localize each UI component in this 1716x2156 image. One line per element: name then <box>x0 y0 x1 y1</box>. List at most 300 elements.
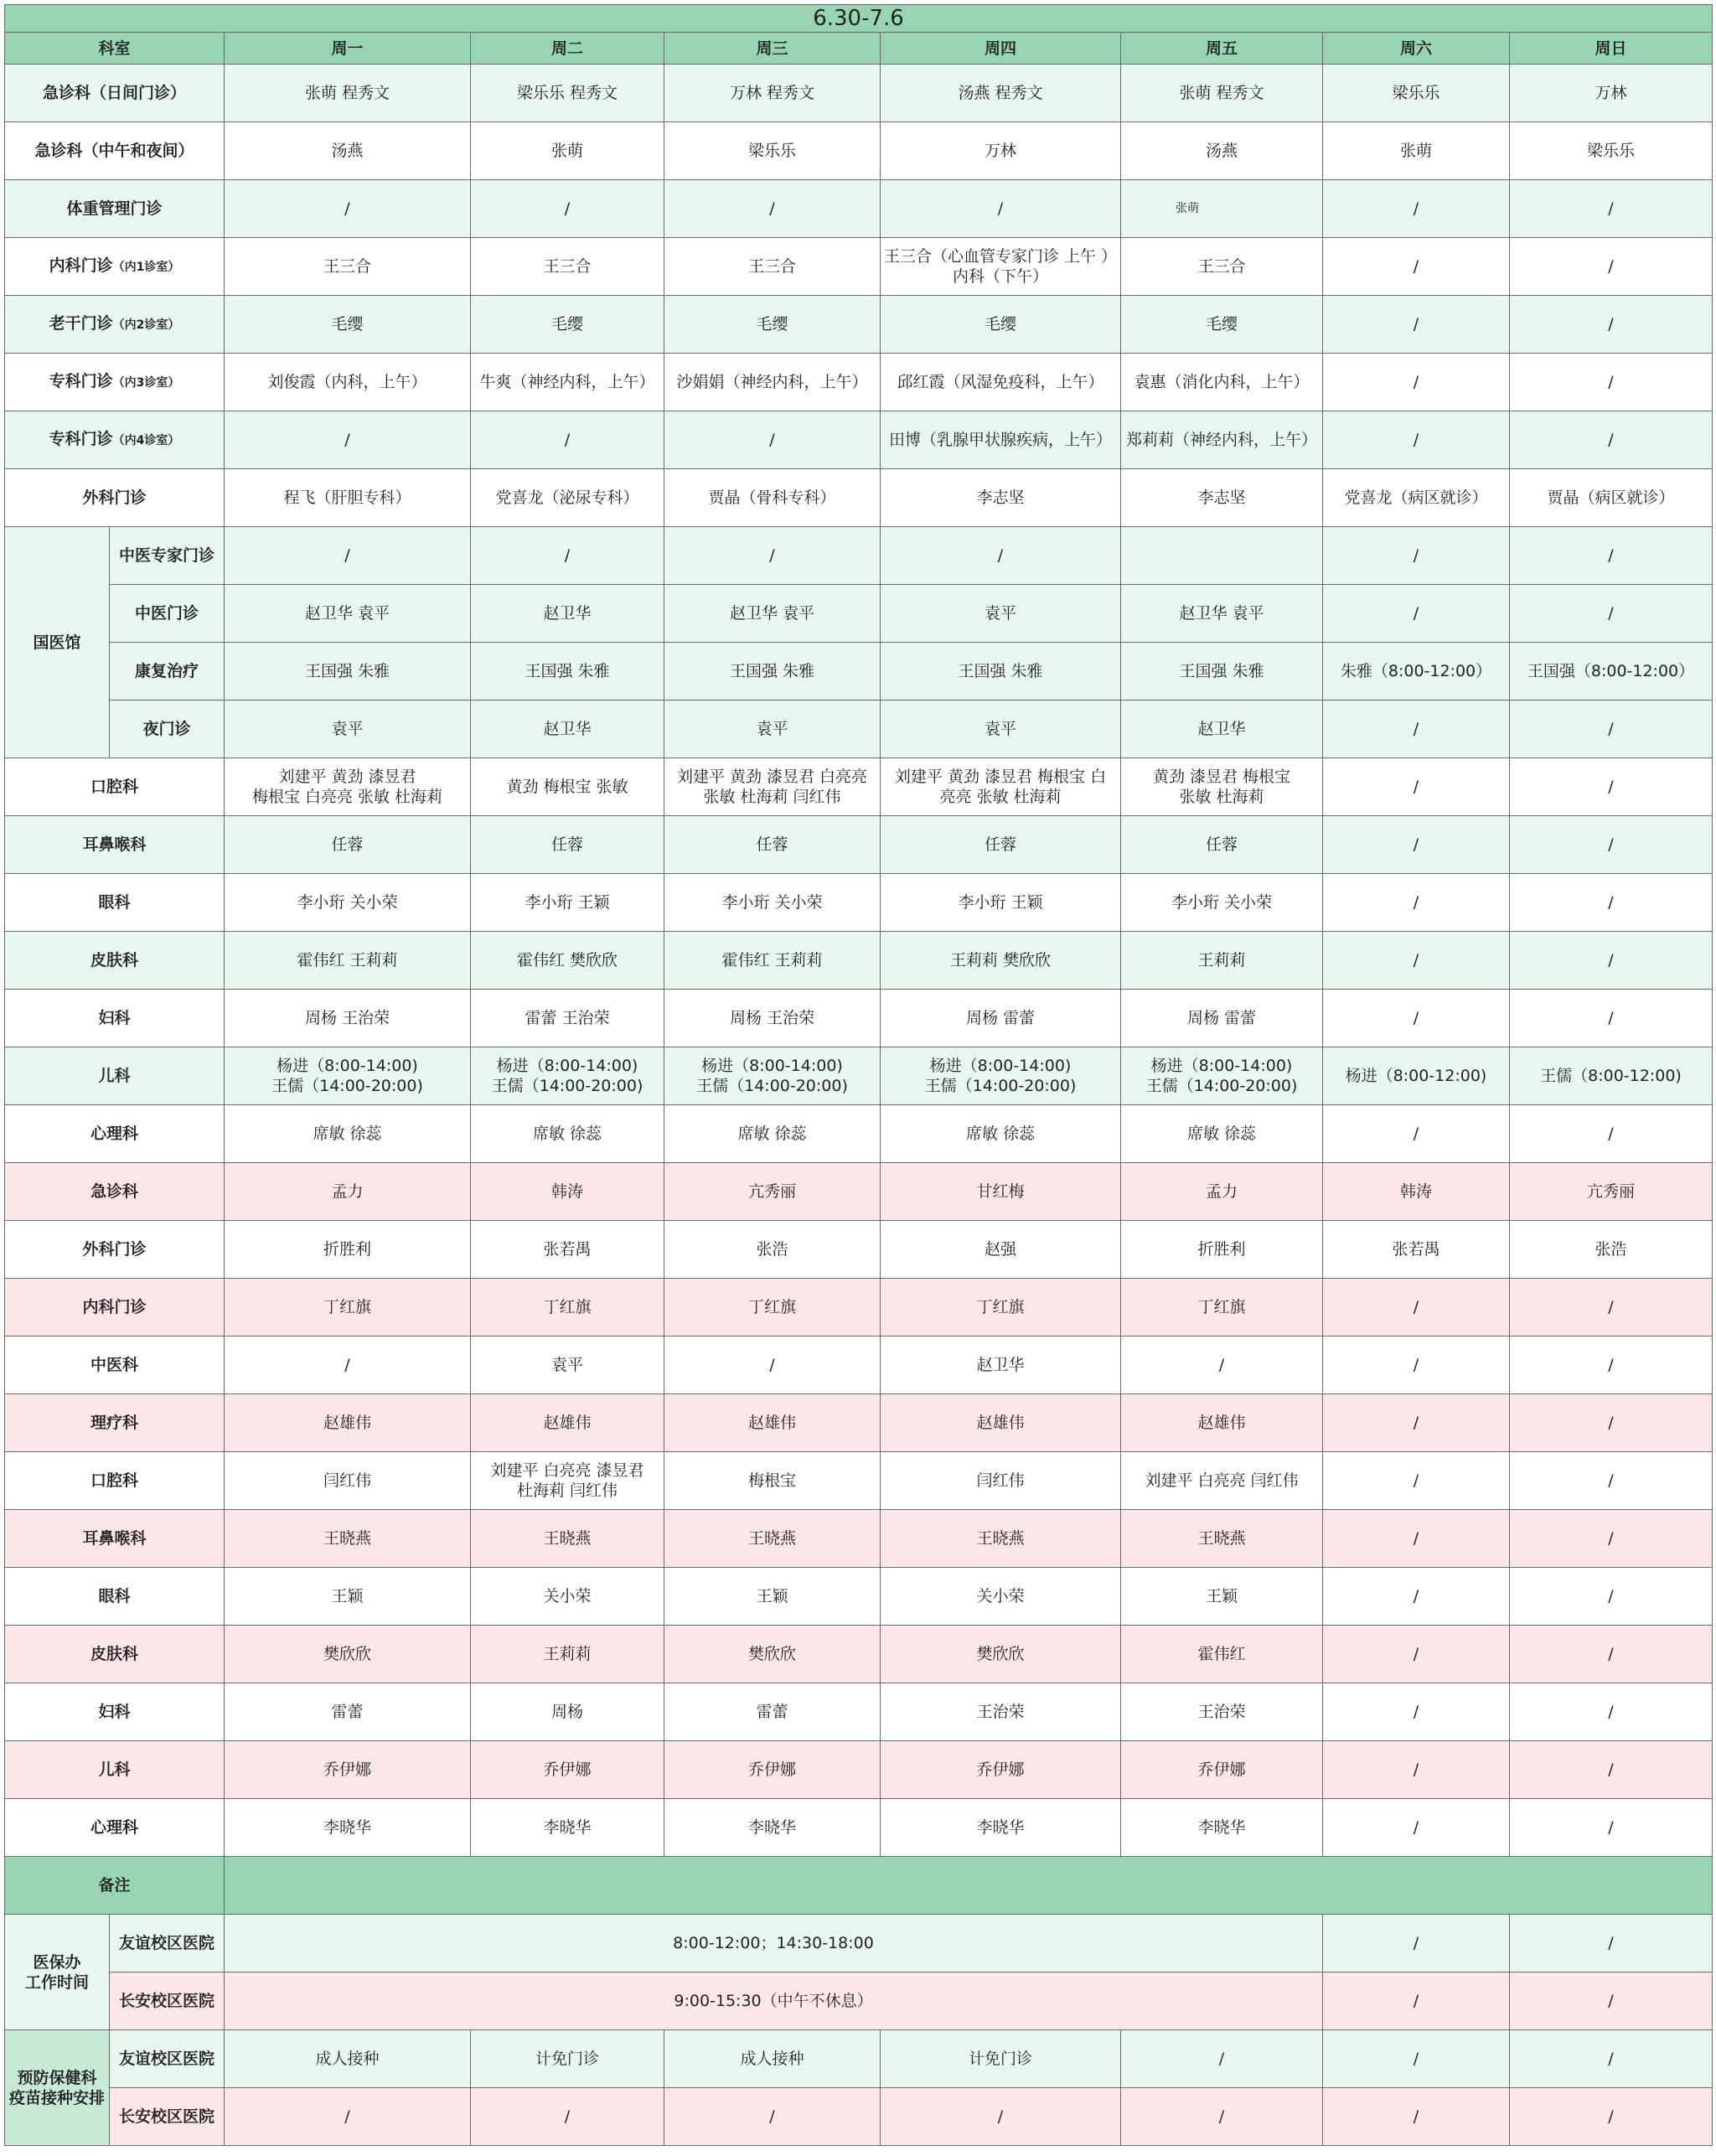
header-cell: 周二 <box>471 33 664 65</box>
dept-cell <box>5 816 225 874</box>
schedule-cell: 计免门诊 <box>881 2030 1121 2088</box>
schedule-cell: 田博（乳腺甲状腺疾病，上午） <box>881 411 1121 469</box>
schedule-cell: / <box>1510 1394 1713 1452</box>
table-row <box>5 758 1713 816</box>
schedule-cell: / <box>471 180 664 238</box>
schedule-cell: 成人接种 <box>225 2030 471 2088</box>
dept-cell <box>5 238 225 296</box>
schedule-cell: 乔伊娜 <box>1121 1741 1323 1799</box>
table-row <box>5 1337 1713 1394</box>
table-row <box>5 122 1713 180</box>
dept-room: （内1诊室） <box>112 261 180 274</box>
schedule-cell: / <box>1323 2088 1510 2146</box>
table-row <box>5 469 1713 527</box>
schedule-cell: 王三合 <box>664 238 881 296</box>
schedule-cell: 甘红梅 <box>881 1163 1121 1221</box>
table-row <box>5 238 1713 296</box>
dept-cell <box>5 1394 225 1452</box>
schedule-cell: / <box>471 2088 664 2146</box>
dept-name: 眼科 <box>98 893 131 912</box>
schedule-cell: / <box>1323 527 1510 585</box>
schedule-cell: / <box>1510 2030 1713 2088</box>
schedule-cell: 霍伟红 樊欣欣 <box>471 932 664 990</box>
schedule-cell: 席敏 徐蕊 <box>1121 1105 1323 1163</box>
schedule-cell: 毛缨 <box>225 296 471 354</box>
schedule-cell: / <box>1510 990 1713 1047</box>
dept-cell <box>5 469 225 527</box>
schedule-cell: 赵雄伟 <box>1121 1394 1323 1452</box>
schedule-cell: 丁红旗 <box>225 1279 471 1337</box>
schedule-cell: 汤燕 <box>225 122 471 180</box>
schedule-cell: 王晓燕 <box>471 1510 664 1568</box>
schedule-cell: 霍伟红 <box>1121 1626 1323 1683</box>
schedule-cell: / <box>1323 1799 1510 1857</box>
dept-cell <box>5 354 225 411</box>
schedule-cell: / <box>1510 1568 1713 1626</box>
schedule-cell: 杨进（8:00-14:00) 王儒（14:00-20:00) <box>471 1047 664 1105</box>
schedule-cell: / <box>1323 816 1510 874</box>
dept-cell <box>5 1568 225 1626</box>
schedule-cell: / <box>881 2088 1121 2146</box>
table-row <box>5 1568 1713 1626</box>
schedule-cell: 孟力 <box>1121 1163 1323 1221</box>
schedule-cell: / <box>1323 1568 1510 1626</box>
schedule-cell: / <box>1510 874 1713 932</box>
schedule-cell: / <box>1510 1279 1713 1337</box>
dept-cell <box>5 1510 225 1568</box>
schedule-cell: 王晓燕 <box>881 1510 1121 1568</box>
schedule-cell: / <box>1510 816 1713 874</box>
schedule-cell: 亢秀丽 <box>664 1163 881 1221</box>
table-row <box>5 874 1713 932</box>
dept-name: 急诊科（日间门诊） <box>42 84 186 102</box>
header-row <box>5 33 1713 65</box>
schedule-cell: 袁平 <box>471 1337 664 1394</box>
dept-name: 皮肤科 <box>90 951 138 969</box>
schedule-cell: 王国强 朱雅 <box>225 643 471 701</box>
schedule-cell: 霍伟红 王莉莉 <box>664 932 881 990</box>
dept-cell <box>5 1163 225 1221</box>
schedule-cell: / <box>1323 1279 1510 1337</box>
table-row <box>5 527 1713 585</box>
schedule-cell: / <box>1323 1452 1510 1510</box>
schedule-cell: 任蓉 <box>664 816 881 874</box>
schedule-cell: 韩涛 <box>1323 1163 1510 1221</box>
schedule-cell: / <box>1121 2088 1323 2146</box>
schedule-cell: 王莉莉 <box>471 1626 664 1683</box>
table-row <box>5 180 1713 238</box>
dept-name: 内科门诊 <box>49 256 113 275</box>
schedule-cell: 王颖 <box>225 1568 471 1626</box>
dept-room: （内3诊室） <box>112 376 180 390</box>
table-row <box>5 1683 1713 1741</box>
schedule-cell: 王三合（心血管专家门诊 上午 ） 内科（下午） <box>881 238 1121 296</box>
dept-name: 内科门诊 <box>82 1298 147 1316</box>
schedule-cell: 任蓉 <box>881 816 1121 874</box>
dept-name: 口腔科 <box>90 778 138 796</box>
schedule-cell: 霍伟红 王莉莉 <box>225 932 471 990</box>
schedule-cell: 席敏 徐蕊 <box>471 1105 664 1163</box>
schedule-cell: 席敏 徐蕊 <box>664 1105 881 1163</box>
schedule-cell: 成人接种 <box>664 2030 881 2088</box>
schedule-cell: 袁平 <box>881 585 1121 643</box>
schedule-cell: 李晓华 <box>881 1799 1121 1857</box>
dept-name: 急诊科 <box>90 1182 138 1201</box>
schedule-cell: 王治荣 <box>1121 1683 1323 1741</box>
schedule-cell: / <box>1323 758 1510 816</box>
schedule-cell: / <box>1323 1972 1510 2030</box>
schedule-cell: 张浩 <box>1510 1221 1713 1279</box>
schedule-cell: / <box>1510 1337 1713 1394</box>
dept-name: 耳鼻喉科 <box>82 835 147 854</box>
group-label: 医保办 工作时间 <box>5 1915 110 2030</box>
schedule-cell: 孟力 <box>225 1163 471 1221</box>
dept-cell <box>5 296 225 354</box>
hours-cell: 9:00-15:30（中午不休息） <box>225 1972 1323 2030</box>
schedule-cell: 王国强 朱雅 <box>471 643 664 701</box>
schedule-cell: / <box>1510 932 1713 990</box>
schedule-cell: 周杨 王治荣 <box>664 990 881 1047</box>
table-row <box>5 354 1713 411</box>
schedule-cell: / <box>664 180 881 238</box>
schedule-cell: 乔伊娜 <box>471 1741 664 1799</box>
duty-schedule-table <box>4 4 1713 2146</box>
dept-cell <box>5 1105 225 1163</box>
schedule-cell: 关小荣 <box>881 1568 1121 1626</box>
schedule-cell: 丁红旗 <box>1121 1279 1323 1337</box>
schedule-cell: 赵强 <box>881 1221 1121 1279</box>
schedule-cell: / <box>225 2088 471 2146</box>
schedule-cell: 王晓燕 <box>1121 1510 1323 1568</box>
header-cell: 周六 <box>1323 33 1510 65</box>
schedule-cell: 周杨 <box>471 1683 664 1741</box>
table-row <box>5 1799 1713 1857</box>
table-row <box>5 932 1713 990</box>
schedule-cell: 李小珩 关小荣 <box>1121 874 1323 932</box>
schedule-cell: 乔伊娜 <box>225 1741 471 1799</box>
table-row <box>5 1857 1713 1915</box>
schedule-cell: 刘建平 白亮亮 闫红伟 <box>1121 1452 1323 1510</box>
schedule-cell: / <box>881 527 1121 585</box>
schedule-cell: 汤燕 <box>1121 122 1323 180</box>
table-row <box>5 1915 1713 1972</box>
schedule-cell: 王三合 <box>225 238 471 296</box>
schedule-cell: / <box>1323 1394 1510 1452</box>
schedule-cell: 丁红旗 <box>471 1279 664 1337</box>
schedule-cell: / <box>1510 1683 1713 1741</box>
schedule-cell: 雷蕾 王治荣 <box>471 990 664 1047</box>
dept-name: 心理科 <box>90 1818 138 1837</box>
table-row <box>5 1221 1713 1279</box>
dept-cell <box>5 932 225 990</box>
schedule-cell: 计免门诊 <box>471 2030 664 2088</box>
campus-cell: 友谊校区医院 <box>110 2030 225 2088</box>
schedule-cell: / <box>1323 1337 1510 1394</box>
table-row <box>5 1741 1713 1799</box>
schedule-cell: 袁平 <box>881 701 1121 758</box>
schedule-cell: 李晓华 <box>1121 1799 1323 1857</box>
schedule-cell: 樊欣欣 <box>225 1626 471 1683</box>
schedule-cell: 王晓燕 <box>225 1510 471 1568</box>
table-row <box>5 1394 1713 1452</box>
schedule-cell: / <box>1323 585 1510 643</box>
schedule-cell: 黄劲 梅根宝 张敏 <box>471 758 664 816</box>
schedule-title: 6.30-7.6 <box>5 5 1713 33</box>
schedule-cell: / <box>471 527 664 585</box>
schedule-cell: 丁红旗 <box>881 1279 1121 1337</box>
schedule-cell: 赵雄伟 <box>664 1394 881 1452</box>
schedule-cell: 刘俊霞（内科，上午） <box>225 354 471 411</box>
schedule-cell: 李晓华 <box>664 1799 881 1857</box>
schedule-cell: / <box>1510 354 1713 411</box>
schedule-cell: 杨进（8:00-14:00) 王儒（14:00-20:00) <box>881 1047 1121 1105</box>
schedule-cell: 赵卫华 袁平 <box>664 585 881 643</box>
schedule-cell: / <box>1323 1915 1510 1972</box>
schedule-cell: 袁惠（消化内科，上午） <box>1121 354 1323 411</box>
schedule-cell: 张萌 <box>1323 122 1510 180</box>
dept-cell <box>5 180 225 238</box>
schedule-cell: / <box>1510 527 1713 585</box>
schedule-cell: 周杨 王治荣 <box>225 990 471 1047</box>
schedule-cell: 赵卫华 袁平 <box>1121 585 1323 643</box>
schedule-cell: / <box>1323 2030 1510 2088</box>
schedule-cell: 李晓华 <box>471 1799 664 1857</box>
group-label: 预防保健科 疫苗接种安排 <box>5 2030 110 2146</box>
schedule-cell: 刘建平 黄劲 漆昱君 梅根宝 白 亮亮 张敏 杜海莉 <box>881 758 1121 816</box>
schedule-cell: / <box>1323 1741 1510 1799</box>
schedule-cell: / <box>1323 1683 1510 1741</box>
schedule-cell: 杨进（8:00-12:00) <box>1323 1047 1510 1105</box>
remark-value <box>225 1857 1713 1915</box>
schedule-cell: 万林 <box>881 122 1121 180</box>
schedule-cell: / <box>1510 1972 1713 2030</box>
schedule-cell: 牛爽（神经内科，上午） <box>471 354 664 411</box>
schedule-cell: / <box>1510 585 1713 643</box>
dept-cell <box>5 758 225 816</box>
schedule-cell: 刘建平 黄劲 漆昱君 梅根宝 白亮亮 张敏 杜海莉 <box>225 758 471 816</box>
schedule-cell: / <box>1510 180 1713 238</box>
schedule-cell: 周杨 雷蕾 <box>1121 990 1323 1047</box>
schedule-cell: 袁平 <box>225 701 471 758</box>
dept-name: 专科门诊 <box>49 430 113 448</box>
schedule-cell: / <box>1510 1741 1713 1799</box>
schedule-cell: / <box>881 180 1121 238</box>
schedule-cell: 雷蕾 <box>664 1683 881 1741</box>
schedule-cell: 万林 <box>1510 65 1713 122</box>
dept-name: 心理科 <box>90 1125 138 1143</box>
schedule-cell: / <box>1510 1799 1713 1857</box>
schedule-cell: / <box>225 411 471 469</box>
schedule-cell <box>1121 527 1323 585</box>
schedule-cell: / <box>1323 354 1510 411</box>
schedule-cell: 赵卫华 <box>471 701 664 758</box>
schedule-cell: 刘建平 黄劲 漆昱君 白亮亮 张敏 杜海莉 闫红伟 <box>664 758 881 816</box>
schedule-cell: / <box>1323 1105 1510 1163</box>
schedule-cell: / <box>1510 1915 1713 1972</box>
schedule-cell: 赵卫华 <box>471 585 664 643</box>
campus-cell: 友谊校区医院 <box>110 1915 225 1972</box>
schedule-cell: 乔伊娜 <box>664 1741 881 1799</box>
schedule-cell: 李小珩 关小荣 <box>225 874 471 932</box>
table-row <box>5 585 1713 643</box>
schedule-cell: 王国强 朱雅 <box>881 643 1121 701</box>
header-cell: 周日 <box>1510 33 1713 65</box>
dept-cell <box>5 1799 225 1857</box>
schedule-cell: / <box>1323 238 1510 296</box>
dept-name: 皮肤科 <box>90 1645 138 1663</box>
dept-cell <box>5 1452 225 1510</box>
schedule-cell: 毛缨 <box>1121 296 1323 354</box>
table-row <box>5 411 1713 469</box>
schedule-cell: 李小珩 关小荣 <box>664 874 881 932</box>
table-row <box>5 643 1713 701</box>
schedule-cell: / <box>471 411 664 469</box>
dept-cell <box>5 1047 225 1105</box>
dept-cell <box>5 122 225 180</box>
schedule-cell: 任蓉 <box>225 816 471 874</box>
schedule-cell: / <box>1510 758 1713 816</box>
schedule-cell: / <box>664 411 881 469</box>
dept-room: （内4诊室） <box>112 434 180 447</box>
header-cell: 周一 <box>225 33 471 65</box>
schedule-cell: 王三合 <box>1121 238 1323 296</box>
table-row <box>5 65 1713 122</box>
dept-name: 妇科 <box>98 1009 131 1027</box>
header-cell: 周四 <box>881 33 1121 65</box>
schedule-cell: 袁平 <box>664 701 881 758</box>
schedule-cell: 丁红旗 <box>664 1279 881 1337</box>
schedule-cell: 折胜利 <box>225 1221 471 1279</box>
schedule-cell: / <box>1323 701 1510 758</box>
schedule-cell: / <box>1323 296 1510 354</box>
schedule-cell: 杨进（8:00-14:00) 王儒（14:00-20:00) <box>225 1047 471 1105</box>
schedule-cell: 王国强 朱雅 <box>1121 643 1323 701</box>
schedule-cell: 樊欣欣 <box>664 1626 881 1683</box>
schedule-cell: 王晓燕 <box>664 1510 881 1568</box>
schedule-cell: 周杨 雷蕾 <box>881 990 1121 1047</box>
schedule-cell: / <box>225 180 471 238</box>
schedule-cell: 王莉莉 樊欣欣 <box>881 932 1121 990</box>
schedule-cell: 赵卫华 袁平 <box>225 585 471 643</box>
dept-cell <box>5 1337 225 1394</box>
schedule-cell: 赵雄伟 <box>225 1394 471 1452</box>
dept-room: （内2诊室） <box>112 318 180 332</box>
schedule-cell: 李志坚 <box>881 469 1121 527</box>
schedule-cell: 郑莉莉（神经内科，上午） <box>1121 411 1323 469</box>
schedule-cell: 席敏 徐蕊 <box>225 1105 471 1163</box>
remark-label: 备注 <box>5 1857 225 1915</box>
dept-name: 儿科 <box>98 1760 131 1779</box>
schedule-cell: 汤燕 程秀文 <box>881 65 1121 122</box>
schedule-cell: 王莉莉 <box>1121 932 1323 990</box>
schedule-cell: 韩涛 <box>471 1163 664 1221</box>
schedule-cell: 王颖 <box>1121 1568 1323 1626</box>
schedule-cell: 李小珩 王颖 <box>471 874 664 932</box>
schedule-cell: / <box>1323 1626 1510 1683</box>
schedule-cell: / <box>1323 1510 1510 1568</box>
schedule-cell: 毛缨 <box>881 296 1121 354</box>
table-row <box>5 1279 1713 1337</box>
schedule-cell: 乔伊娜 <box>881 1741 1121 1799</box>
dept-name: 口腔科 <box>90 1471 138 1490</box>
dept-cell <box>5 1626 225 1683</box>
dept-name: 中医科 <box>90 1356 138 1374</box>
schedule-cell: 席敏 徐蕊 <box>881 1105 1121 1163</box>
schedule-cell: 任蓉 <box>1121 816 1323 874</box>
schedule-cell: / <box>1121 2030 1323 2088</box>
dept-name: 妇科 <box>98 1703 131 1721</box>
table-row <box>5 1626 1713 1683</box>
schedule-cell: 贾晶（病区就诊） <box>1510 469 1713 527</box>
schedule-cell: 雷蕾 <box>225 1683 471 1741</box>
schedule-cell: 张萌 <box>471 122 664 180</box>
table-row <box>5 816 1713 874</box>
dept-name: 老干门诊 <box>49 314 113 333</box>
schedule-cell: 赵雄伟 <box>881 1394 1121 1452</box>
schedule-cell: / <box>1323 990 1510 1047</box>
schedule-cell: 张若禺 <box>471 1221 664 1279</box>
dept-name: 理疗科 <box>90 1414 138 1432</box>
schedule-cell: / <box>1510 1626 1713 1683</box>
table-row <box>5 1972 1713 2030</box>
header-cell: 周五 <box>1121 33 1323 65</box>
campus-cell: 长安校区医院 <box>110 2088 225 2146</box>
dept-cell <box>5 874 225 932</box>
schedule-cell: / <box>1510 701 1713 758</box>
schedule-cell: / <box>1510 1105 1713 1163</box>
schedule-cell: 张萌 程秀文 <box>1121 65 1323 122</box>
schedule-cell: 毛缨 <box>664 296 881 354</box>
schedule-cell: / <box>225 527 471 585</box>
schedule-cell: / <box>1510 238 1713 296</box>
schedule-cell: 党喜龙（病区就诊） <box>1323 469 1510 527</box>
schedule-cell: 赵雄伟 <box>471 1394 664 1452</box>
dept-name: 急诊科（中午和夜间） <box>34 142 194 160</box>
dept-cell <box>5 1279 225 1337</box>
schedule-cell: 张萌 程秀文 <box>225 65 471 122</box>
group-label: 国医馆 <box>5 527 110 758</box>
schedule-cell: 王国强（8:00-12:00） <box>1510 643 1713 701</box>
schedule-cell: 关小荣 <box>471 1568 664 1626</box>
schedule-cell: 王颖 <box>664 1568 881 1626</box>
schedule-cell: 王三合 <box>471 238 664 296</box>
dept-cell <box>5 1683 225 1741</box>
schedule-cell: / <box>1510 1510 1713 1568</box>
schedule-cell: 杨进（8:00-14:00) 王儒（14:00-20:00) <box>1121 1047 1323 1105</box>
schedule-cell: 王儒（8:00-12:00) <box>1510 1047 1713 1105</box>
sub-dept-cell: 中医门诊 <box>110 585 225 643</box>
schedule-cell: 梁乐乐 <box>1323 65 1510 122</box>
schedule-cell: 张浩 <box>664 1221 881 1279</box>
dept-cell <box>5 990 225 1047</box>
table-row <box>5 1047 1713 1105</box>
schedule-cell: / <box>664 527 881 585</box>
dept-name: 体重管理门诊 <box>66 199 163 218</box>
hours-cell: 8:00-12:00；14:30-18:00 <box>225 1915 1323 1972</box>
sub-dept-cell: 中医专家门诊 <box>110 527 225 585</box>
header-cell: 科室 <box>5 33 225 65</box>
schedule-cell: 梁乐乐 <box>1510 122 1713 180</box>
sub-dept-cell: 夜门诊 <box>110 701 225 758</box>
schedule-cell: 邱红霞（风湿免疫科，上午） <box>881 354 1121 411</box>
schedule-cell: 朱雅（8:00-12:00） <box>1323 643 1510 701</box>
dept-name: 专科门诊 <box>49 372 113 390</box>
schedule-cell: 贾晶（骨科专科） <box>664 469 881 527</box>
schedule-cell: 闫红伟 <box>225 1452 471 1510</box>
schedule-cell: 李晓华 <box>225 1799 471 1857</box>
schedule-cell: 杨进（8:00-14:00) 王儒（14:00-20:00) <box>664 1047 881 1105</box>
schedule-cell: 程飞（肝胆专科） <box>225 469 471 527</box>
